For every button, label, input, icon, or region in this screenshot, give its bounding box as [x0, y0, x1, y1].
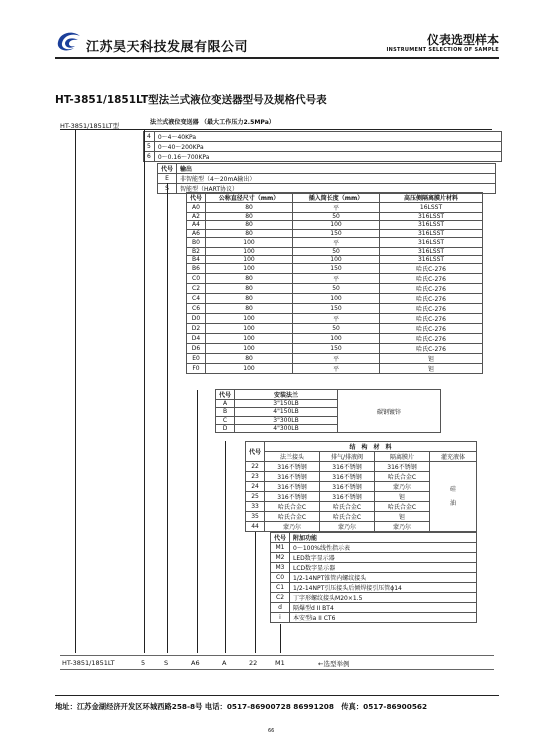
- dimension-table: [186, 192, 483, 374]
- function-code: M2: [271, 553, 290, 563]
- dim-diameter: 100: [206, 247, 293, 255]
- catalog-title-cn: 仪表选型样本: [426, 33, 499, 47]
- dim-insert-length: 平: [293, 364, 380, 374]
- dim-code: C4: [187, 294, 206, 304]
- functions-head-code: 代号: [271, 533, 290, 543]
- materials-cell: 316不锈钢: [320, 462, 375, 472]
- example-model: HT-3851/1851LT: [62, 659, 115, 667]
- materials-cell: 哈氏合金C: [265, 512, 320, 522]
- dim-insert-length: 平: [293, 203, 380, 213]
- fill-liquid: [430, 462, 477, 532]
- guide-line-function: [280, 624, 281, 653]
- dim-diaphragm: 钽: [380, 364, 483, 374]
- dim-insert-length: 平: [293, 237, 380, 247]
- dim-diameter: 100: [206, 364, 293, 374]
- materials-cell: 蒙乃尔: [320, 522, 375, 532]
- dimension-row: [187, 229, 483, 237]
- dim-insert-length: 100: [293, 256, 380, 264]
- materials-cell: 钽: [375, 512, 430, 522]
- range-text: 0～0.16～700KPa: [154, 152, 501, 162]
- materials-code: 23: [246, 472, 265, 482]
- range-text: 0～40～200KPa: [154, 142, 501, 152]
- dim-insert-length: 150: [293, 344, 380, 354]
- dim-code: A2: [187, 213, 206, 221]
- dim-header: 高压侧隔离膜片材料: [380, 193, 483, 203]
- dim-diameter: 80: [206, 304, 293, 314]
- dim-header: 公称直径尺寸（mm）: [206, 193, 293, 203]
- footer-contact: 地址：江苏金湖经济开发区环城西路258-8号 电话：0517-86900728 86991208 传真：0517-86900562: [55, 702, 428, 711]
- dim-code: A4: [187, 221, 206, 229]
- dim-diameter: 80: [206, 354, 293, 364]
- materials-code: 33: [246, 502, 265, 512]
- dim-diameter: 100: [206, 264, 293, 274]
- range-row: [144, 152, 502, 162]
- function-code: C2: [271, 593, 290, 603]
- example-material: 22: [249, 659, 258, 667]
- dim-code: F0: [187, 364, 206, 374]
- dim-diaphragm: 钽: [380, 354, 483, 364]
- dim-code: A0: [187, 203, 206, 213]
- materials-head-title: 结 构 材 料: [265, 442, 477, 452]
- dim-diaphragm: 哈氏C-276: [380, 314, 483, 324]
- function-text: LCD数字显示器: [290, 563, 477, 573]
- output-head-code: 代号: [158, 164, 177, 174]
- function-code: d: [271, 603, 290, 613]
- flange-size: 4"300LB: [235, 424, 338, 432]
- function-text: LED数字显示器: [290, 553, 477, 563]
- materials-code: 25: [246, 492, 265, 502]
- dim-diameter: 100: [206, 256, 293, 264]
- function-row: [271, 553, 477, 563]
- materials-cell: 316不锈钢: [375, 462, 430, 472]
- dim-insert-length: 50: [293, 324, 380, 334]
- dimension-row: [187, 354, 483, 364]
- output-code: E: [158, 174, 177, 184]
- dim-code: D6: [187, 344, 206, 354]
- flange-code: A: [216, 400, 235, 408]
- catalog-title-en: INSTRUMENT SELECTION OF SAMPLE: [386, 47, 499, 53]
- dim-diaphragm: 316LSST: [380, 237, 483, 247]
- dim-diaphragm: 哈氏C-276: [380, 304, 483, 314]
- dim-insert-length: 50: [293, 247, 380, 255]
- example-range: 5: [141, 659, 146, 667]
- example-flange: A: [222, 659, 227, 667]
- dim-diaphragm: 哈氏C-276: [380, 264, 483, 274]
- dim-insert-length: 50: [293, 213, 380, 221]
- example-function: M1: [275, 659, 285, 667]
- function-row: [271, 563, 477, 573]
- dimension-row: [187, 237, 483, 247]
- function-text: 本安型ia II CT6: [290, 613, 477, 623]
- dim-diameter: 80: [206, 213, 293, 221]
- function-row: [271, 613, 477, 623]
- dim-code: C6: [187, 304, 206, 314]
- range-code: 5: [144, 142, 155, 152]
- dim-code: A6: [187, 229, 206, 237]
- dim-code: D2: [187, 324, 206, 334]
- dim-code: B4: [187, 256, 206, 264]
- dim-diameter: 80: [206, 229, 293, 237]
- flange-material: 碳钢镀锌: [338, 390, 441, 433]
- dimension-row: [187, 304, 483, 314]
- header-rule: [55, 57, 499, 59]
- dim-diaphragm: 316LSST: [380, 256, 483, 264]
- function-code: C1: [271, 583, 290, 593]
- dimension-row: [187, 344, 483, 354]
- guide-line-flange: [225, 441, 226, 653]
- dim-insert-length: 平: [293, 314, 380, 324]
- output-text: 智能型（HART协议）: [177, 184, 496, 194]
- guide-line-model: [75, 130, 76, 653]
- materials-code: 44: [246, 522, 265, 532]
- materials-cell: 316不锈钢: [265, 492, 320, 502]
- dim-code: D4: [187, 334, 206, 344]
- function-row: [271, 573, 477, 583]
- materials-col-head: 灌充液体: [430, 452, 477, 462]
- guide-line-material: [255, 532, 256, 653]
- materials-cell: 哈氏合金C: [265, 502, 320, 512]
- footer-rule: [55, 695, 499, 696]
- function-code: M1: [271, 543, 290, 553]
- dim-diameter: 80: [206, 221, 293, 229]
- function-text: 1/2-14NPT锥管内螺纹接头: [290, 573, 477, 583]
- flange-head-name: 安装法兰: [235, 390, 338, 400]
- materials-cell: 蒙乃尔: [375, 522, 430, 532]
- dim-diameter: 100: [206, 334, 293, 344]
- fill-liquid-b: 油: [450, 499, 457, 507]
- materials-cell: 316不锈钢: [265, 462, 320, 472]
- materials-cell: 316不锈钢: [265, 472, 320, 482]
- dim-diaphragm: 哈氏C-276: [380, 274, 483, 284]
- range-code: 4: [144, 132, 155, 142]
- function-text: 1/2-14NPT引压接头后倾焊接引压管ϕ14: [290, 583, 477, 593]
- materials-cell: 316不锈钢: [320, 492, 375, 502]
- range-row: [144, 132, 502, 142]
- guide-line-output: [167, 183, 168, 653]
- dim-diaphragm: 316LSST: [380, 229, 483, 237]
- output-table: [157, 163, 496, 194]
- dim-diaphragm: 哈氏C-276: [380, 344, 483, 354]
- dim-diaphragm: 哈氏C-276: [380, 284, 483, 294]
- dim-diameter: 80: [206, 203, 293, 213]
- dimension-row: [187, 247, 483, 255]
- flange-code: C: [216, 416, 235, 424]
- function-row: [271, 543, 477, 553]
- page-number: 66: [268, 728, 275, 734]
- dim-insert-length: 100: [293, 334, 380, 344]
- model-underline: [60, 129, 146, 130]
- dim-diaphragm: 哈氏C-276: [380, 294, 483, 304]
- guide-line-dim: [197, 390, 198, 653]
- model-label: HT-3851/1851LT型: [60, 122, 120, 130]
- flange-code: D: [216, 424, 235, 432]
- example-note: ←选型举例: [318, 660, 350, 668]
- materials-cell: 哈氏合金C: [320, 502, 375, 512]
- dim-header: 插入筒长度（mm）: [293, 193, 380, 203]
- functions-head-name: 附加功能: [290, 533, 477, 543]
- dim-diameter: 80: [206, 274, 293, 284]
- flange-size: 4"150LB: [235, 408, 338, 416]
- materials-table: [245, 441, 477, 532]
- page-title: HT-3851/1851LT型法兰式液位变送器型号及规格代号表: [55, 94, 327, 106]
- materials-cell: 蒙乃尔: [375, 482, 430, 492]
- range-code: 6: [144, 152, 155, 162]
- dim-diameter: 80: [206, 294, 293, 304]
- materials-code: 24: [246, 482, 265, 492]
- function-code: C0: [271, 573, 290, 583]
- materials-cell: 316不锈钢: [320, 482, 375, 492]
- range-text: 0～4～40KPa: [154, 132, 501, 142]
- materials-col-head: 隔离膜片: [375, 452, 430, 462]
- function-text: 丁字形螺纹接头M20×1.5: [290, 593, 477, 603]
- materials-head-code: 代号: [246, 442, 265, 462]
- dim-diameter: 100: [206, 344, 293, 354]
- flange-code: B: [216, 408, 235, 416]
- materials-col-head: 排气/排液阀: [320, 452, 375, 462]
- dim-diameter: 100: [206, 324, 293, 334]
- dimension-row: [187, 314, 483, 324]
- materials-cell: 哈氏合金C: [320, 512, 375, 522]
- range-row: [144, 142, 502, 152]
- materials-cell: 钽: [375, 492, 430, 502]
- dim-diameter: 100: [206, 237, 293, 247]
- fill-liquid-a: 硅: [450, 485, 457, 493]
- dim-diaphragm: 16LSST: [380, 203, 483, 213]
- materials-row: [246, 462, 477, 472]
- dim-insert-length: 100: [293, 294, 380, 304]
- dim-insert-length: 平: [293, 274, 380, 284]
- materials-cell: 蒙乃尔: [265, 522, 320, 532]
- dim-diameter: 80: [206, 284, 293, 294]
- guide-line-range: [144, 129, 145, 653]
- dimension-row: [187, 294, 483, 304]
- flange-head-code: 代号: [216, 390, 235, 400]
- function-code: i: [271, 613, 290, 623]
- model-desc: 法兰式液位变送器 （最大工作压力2.5MPa）: [150, 119, 275, 126]
- function-row: [271, 593, 477, 603]
- materials-cell: 316不锈钢: [320, 472, 375, 482]
- dimension-row: [187, 256, 483, 264]
- dim-insert-length: 150: [293, 264, 380, 274]
- output-code: S: [158, 184, 177, 194]
- dimension-row: [187, 334, 483, 344]
- materials-cell: 哈氏合金C: [375, 502, 430, 512]
- dimension-row: [187, 364, 483, 374]
- output-text: 非智能型（4～20mA输出）: [177, 174, 496, 184]
- company-name: 江苏昊天科技发展有限公司: [86, 40, 249, 55]
- dimension-row: [187, 324, 483, 334]
- dim-insert-length: 150: [293, 304, 380, 314]
- dim-code: E0: [187, 354, 206, 364]
- dim-insert-length: 平: [293, 354, 380, 364]
- dim-header: 代号: [187, 193, 206, 203]
- dim-diaphragm: 316LSST: [380, 247, 483, 255]
- function-code: M3: [271, 563, 290, 573]
- dimension-row: [187, 274, 483, 284]
- dim-code: C0: [187, 274, 206, 284]
- example-output: S: [164, 659, 169, 667]
- dim-insert-length: 150: [293, 229, 380, 237]
- output-head-name: 输出: [177, 164, 496, 174]
- dim-diaphragm: 316LSST: [380, 221, 483, 229]
- dim-diaphragm: 316LSST: [380, 213, 483, 221]
- example-dim: A6: [191, 659, 200, 667]
- output-row: [158, 174, 496, 184]
- range-table: [143, 131, 502, 162]
- dim-code: D0: [187, 314, 206, 324]
- company-logo: [55, 30, 83, 56]
- dim-diaphragm: 哈氏C-276: [380, 324, 483, 334]
- materials-cell: 316不锈钢: [265, 482, 320, 492]
- flange-size: 3"300LB: [235, 416, 338, 424]
- dim-code: C2: [187, 284, 206, 294]
- dim-insert-length: 100: [293, 221, 380, 229]
- dim-code: B6: [187, 264, 206, 274]
- function-row: [271, 603, 477, 613]
- dim-diaphragm: 哈氏C-276: [380, 334, 483, 344]
- materials-header: [246, 452, 477, 462]
- flange-size: 3"150LB: [235, 400, 338, 408]
- dim-diameter: 100: [206, 314, 293, 324]
- materials-cell: 哈氏合金C: [375, 472, 430, 482]
- dimension-row: [187, 221, 483, 229]
- materials-code: 22: [246, 462, 265, 472]
- materials-code: 35: [246, 512, 265, 522]
- dimension-row: [187, 213, 483, 221]
- function-text: 0～100%线性指示表: [290, 543, 477, 553]
- dimension-row: [187, 284, 483, 294]
- materials-col-head: 法兰接头: [265, 452, 320, 462]
- dim-insert-length: 50: [293, 284, 380, 294]
- function-text: 隔爆型d II BT4: [290, 603, 477, 613]
- dim-code: B2: [187, 247, 206, 255]
- top-rule: [146, 129, 492, 130]
- function-row: [271, 583, 477, 593]
- dimension-header: [187, 193, 483, 203]
- flange-table: [215, 389, 441, 433]
- dim-code: B0: [187, 237, 206, 247]
- dimension-row: [187, 203, 483, 213]
- functions-table: [270, 532, 477, 623]
- dimension-row: [187, 264, 483, 274]
